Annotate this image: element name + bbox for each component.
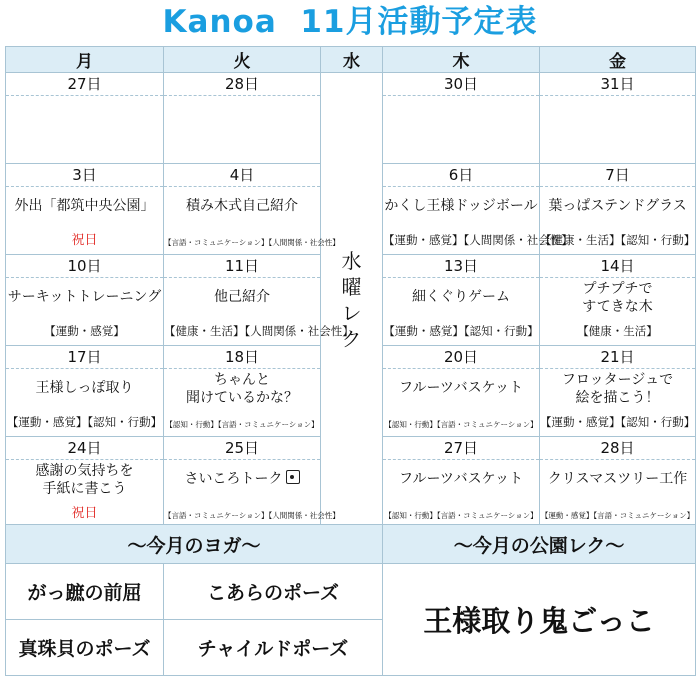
day-body [540, 369, 695, 436]
day-date: 25日 [164, 437, 320, 460]
day-body [383, 369, 539, 436]
day-body [540, 460, 695, 527]
activity-name [540, 470, 695, 488]
day-date: 27日 [383, 437, 539, 460]
day-date: 30日 [383, 73, 539, 96]
day-date: 4日 [164, 164, 320, 187]
yoga-pose: がっ蹠の前屈 [6, 564, 164, 620]
day-date: 28日 [164, 73, 320, 96]
day-body [164, 187, 340, 254]
activity-label: 細くぐりゲーム [412, 289, 510, 305]
day-body [164, 278, 354, 345]
day-cell-thu [383, 73, 540, 164]
day-date: 27日 [6, 73, 163, 96]
park-activity: 王様取り鬼ごっこ [383, 564, 696, 676]
day-date: 24日 [6, 437, 163, 460]
day-cell-mon [6, 346, 164, 437]
activity-name [6, 288, 163, 306]
wednesday-rec-label: 水曜レク [341, 249, 362, 351]
day-date: 17日 [6, 346, 163, 369]
day-body [6, 278, 163, 345]
day-body [540, 278, 695, 345]
activity-label: サーキットトレーニング [7, 289, 162, 305]
holiday-label: 祝日 [71, 506, 98, 521]
skill-tag: 【認知・行動】【言語・コミュニケーション】 [165, 420, 319, 429]
day-cell-mon [6, 73, 164, 164]
day-cell-tue [164, 346, 321, 437]
day-cell-fri [540, 255, 696, 346]
day-body [164, 369, 320, 436]
day-date: 13日 [383, 255, 539, 278]
activity-label: 他己紹介 [214, 289, 270, 305]
day-cell-fri [540, 346, 696, 437]
day-date: 20日 [383, 346, 539, 369]
skill-tag: 【健康・生活】 [577, 324, 658, 338]
activity-label: フルーツバスケット [399, 471, 523, 487]
park-heading: ～今月の公園レク～ [383, 525, 696, 564]
day-cell-thu [383, 346, 540, 437]
day-body [383, 460, 539, 527]
day-body [164, 460, 340, 527]
day-cell-fri [540, 73, 696, 164]
holiday-label: 祝日 [71, 233, 98, 248]
skill-tag: 【健康・生活】【認知・行動】 [540, 233, 696, 247]
day-date: 14日 [540, 255, 695, 278]
day-body [540, 187, 695, 254]
activity-label: 感謝の気持ちを 手紙に書こう [35, 463, 134, 497]
day-body [6, 460, 163, 527]
activity-name [6, 462, 163, 498]
weekday-wed: 水 [321, 47, 383, 73]
day-cell-fri [540, 437, 696, 528]
activity-name [383, 379, 539, 397]
wednesday-rec-cell [321, 73, 383, 528]
activity-label: クリスマスツリー工作 [547, 471, 688, 487]
day-cell-thu [383, 437, 540, 528]
activity-label: 積み木式自己紹介 [186, 198, 298, 214]
day-cell-tue [164, 73, 321, 164]
activity-label: ちゃんと 聞けているかな？ [186, 372, 298, 406]
skill-tag: 【言語・コミュニケーション】【人間関係・社会性】 [164, 238, 340, 247]
skill-tag: 【言語・コミュニケーション】【人間関係・社会性】 [164, 511, 340, 520]
day-date: 3日 [6, 164, 163, 187]
activity-name [540, 280, 695, 316]
yoga-pose: 真珠貝のポーズ [6, 620, 164, 676]
day-date: 31日 [540, 73, 695, 96]
day-date: 11日 [164, 255, 320, 278]
activity-name [6, 379, 163, 397]
day-body [6, 187, 163, 254]
day-cell-tue [164, 164, 340, 255]
weekday-header-row [6, 47, 696, 73]
skill-tag: 【運動・感覚】【認知・行動】 [540, 415, 696, 429]
activity-name [6, 197, 163, 215]
weekday-thu: 木 [383, 47, 540, 73]
day-date: 6日 [383, 164, 539, 187]
weekday-mon: 月 [6, 47, 164, 73]
activity-name [164, 371, 320, 407]
activity-name [540, 371, 695, 407]
activity-label: 葉っぱステンドグラス [548, 198, 687, 214]
day-cell-fri [540, 164, 696, 255]
day-date: 7日 [540, 164, 695, 187]
skill-tag: 【認知・行動】【言語・コミュニケーション】 [384, 420, 538, 429]
activity-label: かくし王様ドッジボール [384, 198, 538, 214]
yoga-heading: ～今月のヨガ～ [6, 525, 383, 564]
weekday-fri: 金 [540, 47, 696, 73]
dice-icon [286, 470, 300, 484]
day-body [383, 187, 573, 254]
activity-label: フロッタージュで 絵を描こう！ [561, 372, 674, 406]
day-body [383, 96, 539, 163]
page-title: Kanoa 11月活動予定表 [162, 4, 538, 40]
day-cell-thu [383, 255, 540, 346]
day-body [6, 369, 163, 436]
skill-tag: 【健康・生活】【人間関係・社会性】 [164, 324, 354, 338]
schedule-table [5, 46, 696, 528]
yoga-pose: こあらのポーズ [164, 564, 383, 620]
activity-label: フルーツバスケット [399, 380, 523, 396]
day-body [164, 96, 320, 163]
skill-tag: 【運動・感覚】 [44, 324, 125, 338]
day-cell-mon [6, 164, 164, 255]
skill-tag: 【運動・感覚】【人間関係・社会性】 [383, 233, 573, 247]
day-cell-mon [6, 437, 164, 528]
activity-label: さいころトーク [184, 471, 283, 487]
activity-name [383, 288, 539, 306]
day-date: 21日 [540, 346, 695, 369]
day-body [383, 278, 539, 345]
day-body [540, 96, 695, 163]
skill-tag: 【運動・感覚】【認知・行動】 [383, 324, 539, 338]
monthly-extras-table [5, 524, 696, 676]
yoga-pose: チャイルドポーズ [164, 620, 383, 676]
activity-name [383, 197, 539, 215]
activity-label: 王様しっぽ取り [35, 380, 134, 396]
day-cell-mon [6, 255, 164, 346]
week-row [6, 73, 696, 164]
weekday-tue: 火 [164, 47, 321, 73]
activity-name [164, 470, 320, 488]
skill-tag: 【運動・感覚】【認知・行動】 [6, 415, 163, 429]
activity-name [540, 197, 695, 215]
activity-name [383, 470, 539, 488]
activity-name [164, 288, 320, 306]
day-cell-tue [164, 437, 340, 528]
day-date: 10日 [6, 255, 163, 278]
day-body [6, 96, 163, 163]
day-date: 18日 [164, 346, 320, 369]
day-date: 28日 [540, 437, 695, 460]
activity-label: プチプチで すてきな木 [582, 281, 653, 315]
day-cell-thu [383, 164, 573, 255]
skill-tag: 【運動・感覚】【言語・コミュニケーション】 [540, 511, 695, 520]
skill-tag: 【認知・行動】【言語・コミュニケーション】 [384, 511, 538, 520]
activity-name [164, 197, 320, 215]
activity-label: 外出「都筑中央公園」 [14, 198, 155, 214]
